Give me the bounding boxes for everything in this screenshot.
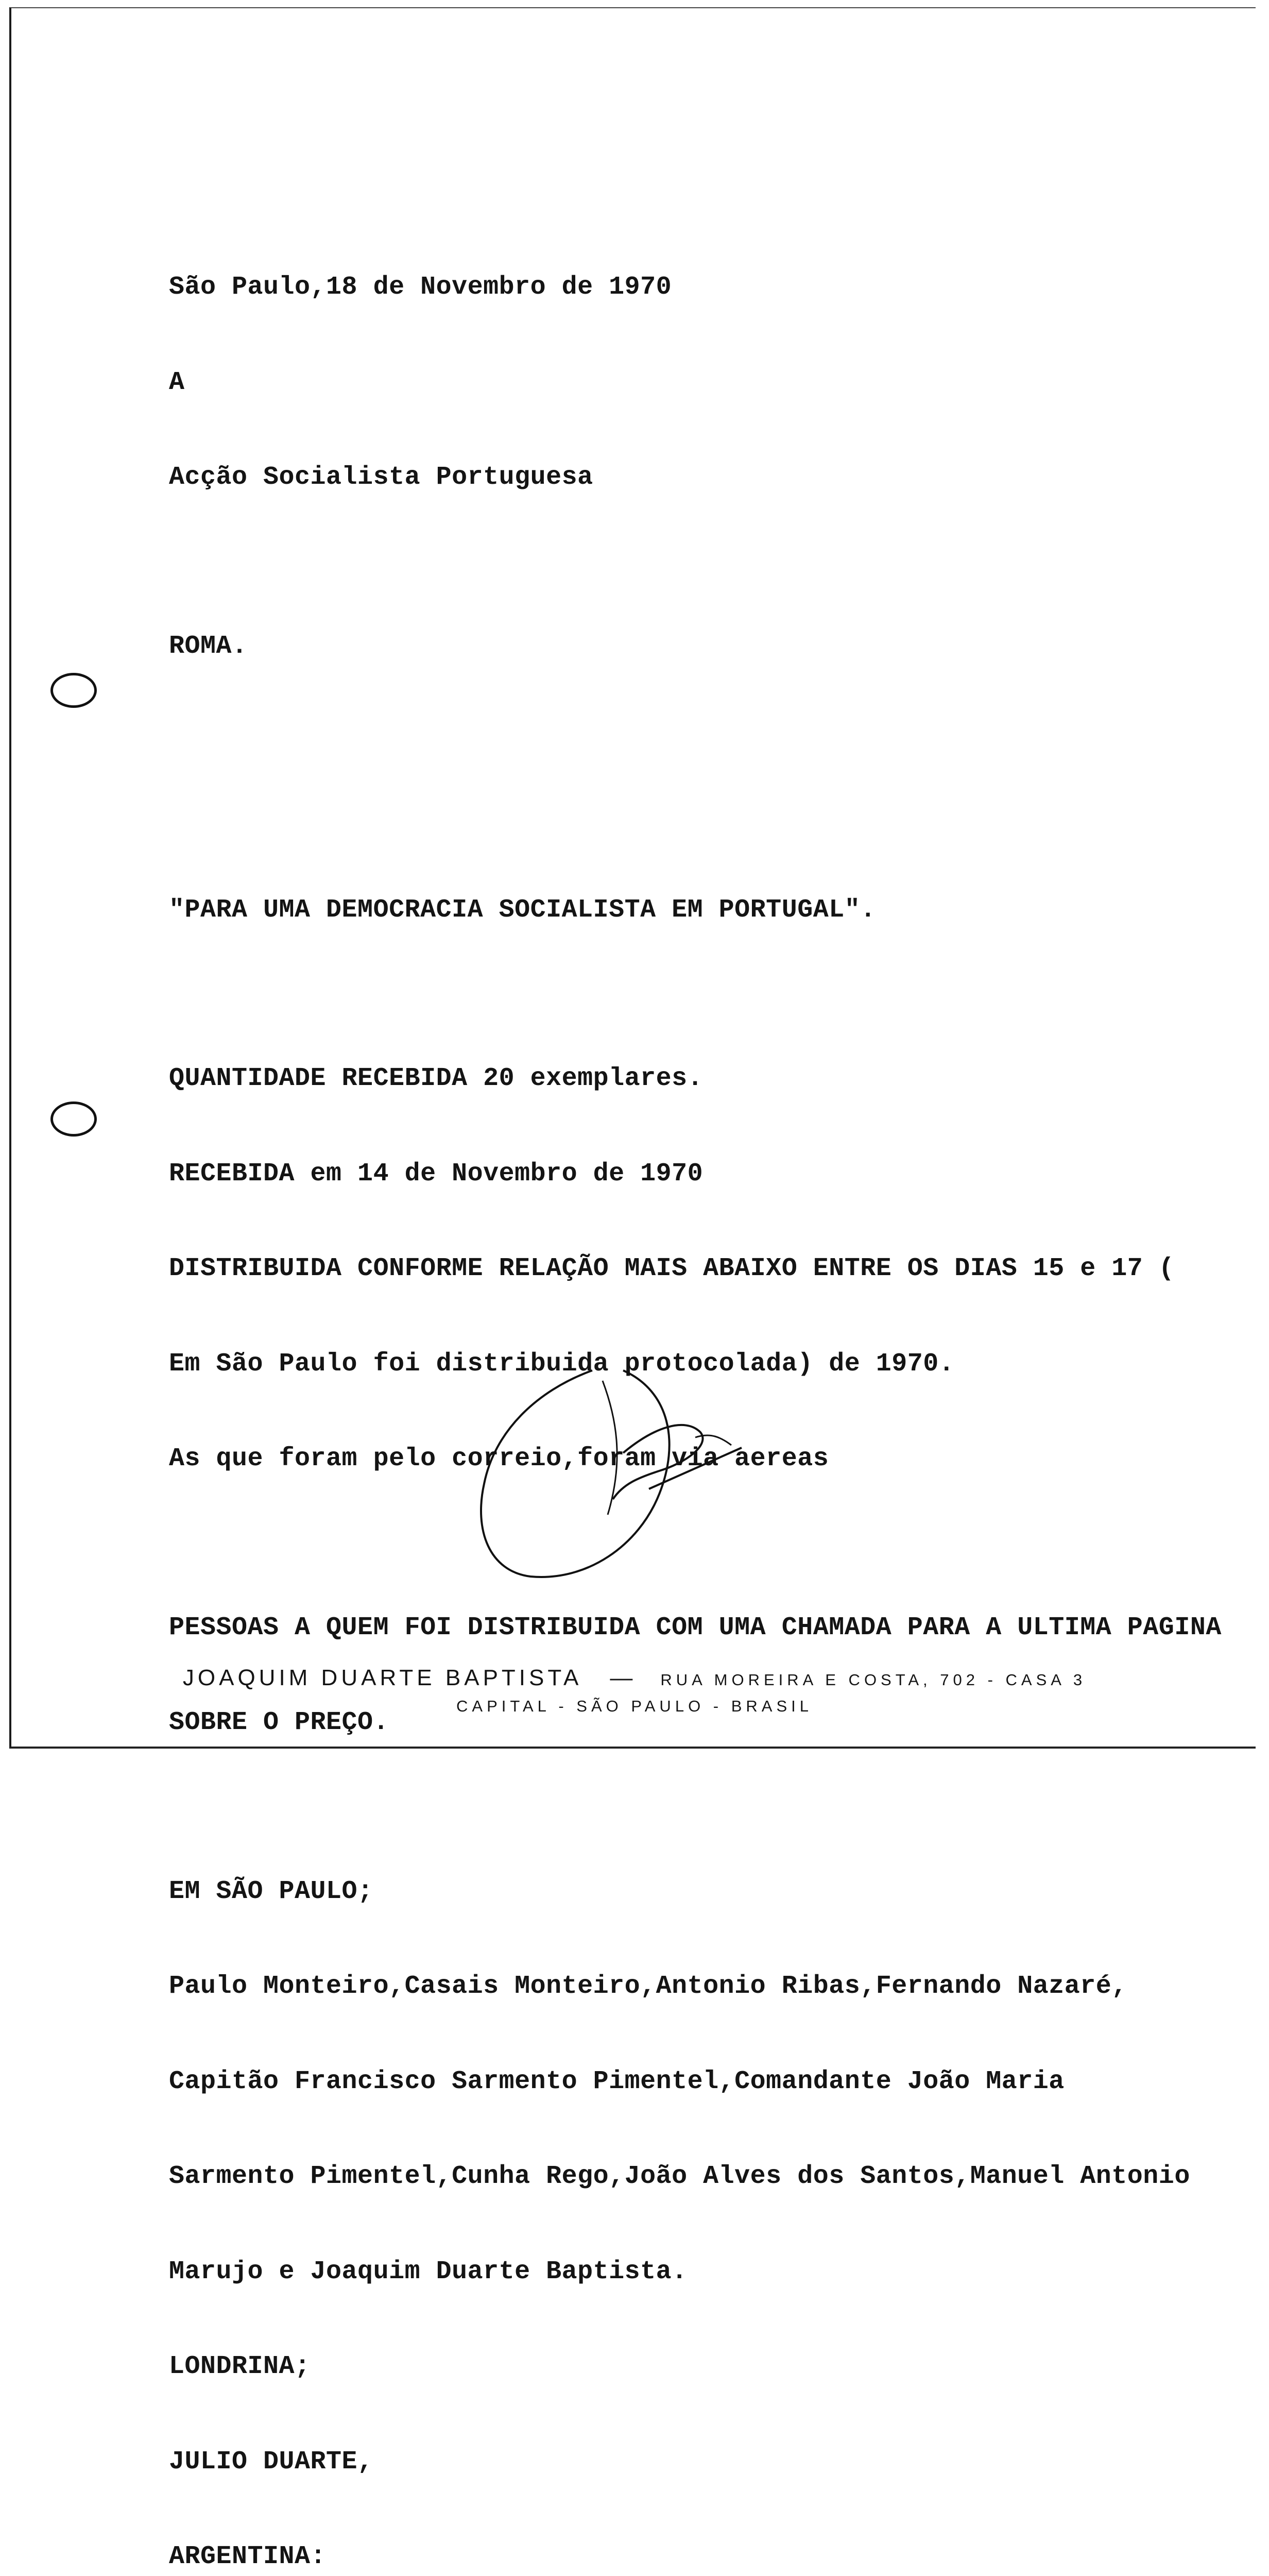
punch-hole-lower xyxy=(50,1101,97,1137)
publication-title: "PARA UMA DEMOCRACIA SOCIALISTA EM PORTUGAL". xyxy=(169,895,876,925)
dateline: São Paulo,18 de Novembro de 1970 xyxy=(169,273,672,302)
received-date: RECEBIDA em 14 de Novembro de 1970 xyxy=(169,1159,704,1189)
footer-name: JOAQUIM DUARTE BAPTISTA xyxy=(182,1665,582,1690)
handwritten-signature xyxy=(453,1360,752,1587)
section-heading-sao-paulo: EM SÃO PAULO; xyxy=(169,1876,373,1906)
distribution-line-2: Em São Paulo foi distribuida protocolada) de 1970. xyxy=(169,1349,955,1379)
to-prefix: A xyxy=(169,367,185,397)
quantity-received: QUANTIDADE RECEBIDA 20 exemplares. xyxy=(169,1064,704,1093)
mail-note: As que foram pelo correio,foram via aereas xyxy=(169,1444,829,1473)
sao-paulo-names-2: Capitão Francisco Sarmento Pimentel,Comandante João Maria xyxy=(169,2066,1065,2096)
sao-paulo-names-4: Marujo e Joaquim Duarte Baptista. xyxy=(169,2257,688,2286)
section-heading-londrina: LONDRINA; xyxy=(169,2352,311,2381)
recipient: Acção Socialista Portuguesa xyxy=(169,463,593,492)
sao-paulo-names-3: Sarmento Pimentel,Cunha Rego,João Alves dos Santos,Manuel Antonio xyxy=(169,2162,1190,2191)
persons-line-1: PESSOAS A QUEM FOI DISTRIBUIDA COM UMA CHAMADA PARA A ULTIMA PAGINA xyxy=(169,1613,1222,1642)
punch-hole-upper xyxy=(50,673,97,708)
section-heading-argentina: ARGENTINA: xyxy=(169,2542,327,2571)
footer-city-line: CAPITAL - SÃO PAULO - BRASIL xyxy=(456,1697,813,1715)
sao-paulo-names-1: Paulo Monteiro,Casais Monteiro,Antonio Ribas,Fernando Nazaré, xyxy=(169,1972,1127,2001)
persons-line-2: SOBRE O PREÇO. xyxy=(169,1708,389,1737)
distribution-line-1: DISTRIBUIDA CONFORME RELAÇÃO MAIS ABAIXO ENTRE OS DIAS 15 e 17 ( xyxy=(169,1254,1175,1283)
letterhead-footer xyxy=(0,1665,1269,1691)
footer-address: RUA MOREIRA E COSTA, 702 - CASA 3 xyxy=(660,1671,1087,1689)
recipient-city: ROMA. xyxy=(169,631,248,661)
footer-dash: — xyxy=(610,1665,633,1690)
londrina-names: JULIO DUARTE, xyxy=(169,2447,373,2477)
